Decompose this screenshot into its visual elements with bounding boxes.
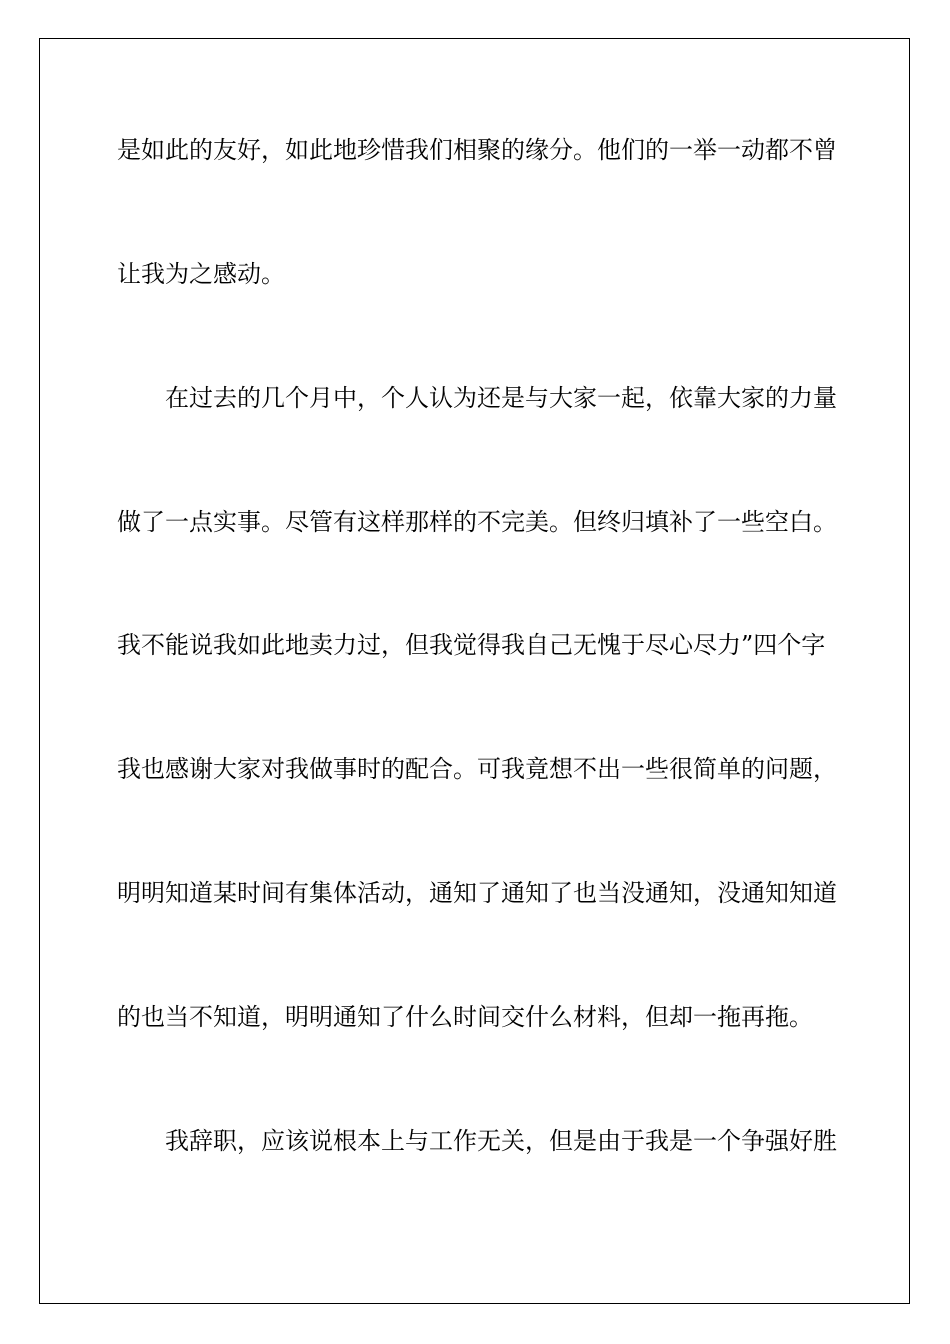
text-line: 是如此的友好，如此地珍惜我们相聚的缘分。他们的一举一动都不曾 — [117, 136, 837, 164]
text-line: 明明知道某时间有集体活动，通知了通知了也当没通知，没通知知道 — [117, 879, 837, 907]
paragraph-start-line: 在过去的几个月中，个人认为还是与大家一起，依靠大家的力量 — [165, 384, 837, 412]
paragraph-start-line: 我辞职，应该说根本上与工作无关，但是由于我是一个争强好胜 — [165, 1127, 837, 1155]
text-line: 的也当不知道，明明通知了什么时间交什么材料，但却一拖再拖。 — [117, 1003, 813, 1031]
text-line: 做了一点实事。尽管有这样那样的不完美。但终归填补了一些空白。 — [117, 508, 837, 536]
text-line: 让我为之感动。 — [117, 260, 285, 288]
page-border — [39, 38, 910, 1304]
text-line: 我也感谢大家对我做事时的配合。可我竟想不出一些很简单的问题， — [117, 755, 837, 783]
text-line: 我不能说我如此地卖力过，但我觉得我自己无愧于尽心尽力”四个字 — [117, 631, 826, 659]
